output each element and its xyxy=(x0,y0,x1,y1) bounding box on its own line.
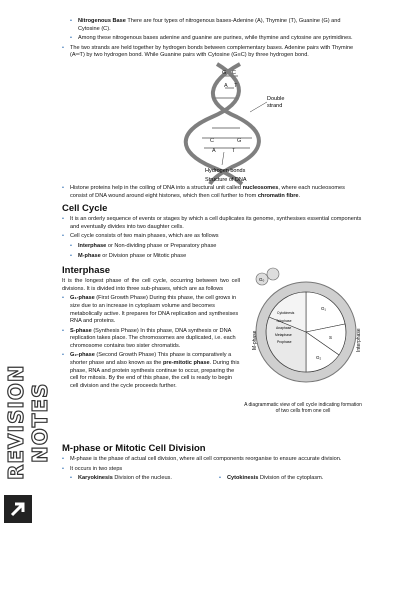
cell-cycle-heading: Cell Cycle xyxy=(62,203,108,215)
mphase-definition: • M-phase is the phase of actual cell division, where all cell components reorganise to ensure accurate division. xyxy=(62,456,362,464)
mphase-steps-intro: • It occurs in two steps xyxy=(62,466,362,474)
g2-phase-bullet: • G₂-phase (Second Growth Phase) This phase is comparatively a shorter phase and also known as the pre-mitotic phase. During this phase, RNA and protein synthesis continue to occur, preparing the cell for mitosis. By the end of this phase, the cell is ready to begin cell division and the cycle proceeds further. xyxy=(62,352,240,390)
karyokinesis-item: • Karyokinesis Division of the nucleus. xyxy=(70,475,213,483)
cytokinesis-item: • Cytokinesis Division of the cytoplasm. xyxy=(219,475,362,483)
cell-cycle-figure xyxy=(244,262,362,415)
base-letter: A xyxy=(212,147,216,154)
base-letter: G xyxy=(222,69,227,76)
mphase-heading: M-phase or Mitotic Cell Division xyxy=(62,443,206,455)
base-letter: T xyxy=(232,147,236,154)
histone-bullet: • Histone proteins help in the coiling of DNA into a structural unit called nucleosomes, where each nucleosomes consist of DNA wound around eight histones, which then coil further to from chromatin fibre. xyxy=(62,185,362,200)
nitrogenous-base-bullet: • Nitrogenous Base There are four types of nitrogenous bases-Adenine (A), Thymine (T), Guanine (G) and Cytosine (C). xyxy=(70,18,362,33)
base-letter: T xyxy=(234,82,238,89)
telophase-label: Telophase xyxy=(276,319,292,324)
interphase-arc-label: Interphase xyxy=(356,328,362,353)
arrow-icon xyxy=(4,495,32,523)
g1-label: G₁ xyxy=(321,306,327,312)
strands-bullet: • The two strands are held together by hydrogen bonds between complementary bases. Adenine pairs with Thymine (A═T) by two hydrogen bond. While Guanine pairs with Cytosine (G≡C) by three hydrogen bond. xyxy=(62,45,362,60)
dna-figure xyxy=(62,62,362,185)
interphase-item: • Interphase or Non-dividing phase or Preparatory phase xyxy=(70,243,362,251)
anaphase-label: Anaphase xyxy=(276,326,292,331)
metaphase-label: Metaphase xyxy=(275,333,292,338)
interphase-section xyxy=(62,262,362,440)
base-letter: G xyxy=(237,137,242,144)
dna-caption: Structure of DNA xyxy=(205,176,247,183)
base-letter: C xyxy=(210,137,214,144)
page-content xyxy=(62,18,362,485)
prophase-label: Prophase xyxy=(277,340,292,345)
cycle-caption: A diagrammatic view of cell cycle indicating formation of two cells from one cell xyxy=(244,401,362,415)
base-letter: A xyxy=(224,82,228,89)
revision-notes-tab xyxy=(0,355,52,535)
g1-phase-bullet: • G₁-phase (First Growth Phase) During this phase, the cell grows in size due to an increase in cytoplasm volume and becomes metabolically active. It prepares for DNA replication and synthesises RNA and proteins. xyxy=(62,295,240,325)
cell-cycle-phases-intro: • Cell cycle consists of two main phases, which are as follows xyxy=(62,233,362,241)
s-phase-bullet: • S-phase (Synthesis Phase) In this phase, DNA synthesis or DNA replication takes place. The chromosomes are duplicated, i.e. each chromosome contains two sister chromatids. xyxy=(62,328,240,351)
g0-label: G₀ xyxy=(259,277,265,283)
g2-label: G₂ xyxy=(316,355,322,361)
interphase-heading: Interphase xyxy=(62,265,111,277)
s-label: S xyxy=(329,335,333,341)
hydrogen-bonds-label: Hydrogen bonds xyxy=(205,167,246,174)
base-letter: C xyxy=(232,69,236,76)
cell-cycle-definition: • It is an orderly sequence of events or stages by which a cell duplicates its genome, synthesises essential components and eventually divides into two daughter cells. xyxy=(62,216,362,231)
revision-notes-label: REVISION NOTES xyxy=(4,364,52,481)
mphase-arc-label: M-phase xyxy=(252,330,258,351)
interphase-intro: It is the longest phase of the cell cycle, occurring between two cell divisions. It is divided into three sub-phases, which are as follows xyxy=(62,278,240,292)
cytokinesis-label: Cytokinesis xyxy=(277,311,295,316)
double-label: Double xyxy=(267,95,285,102)
purines-bullet: • Among these nitrogenous bases adenine and guanine are purines, while thymine and cytosine are pyrimidines. xyxy=(70,35,362,43)
mphase-item: • M-phase or Division phase or Mitotic phase xyxy=(70,253,362,261)
strand-label: strand xyxy=(267,102,283,109)
